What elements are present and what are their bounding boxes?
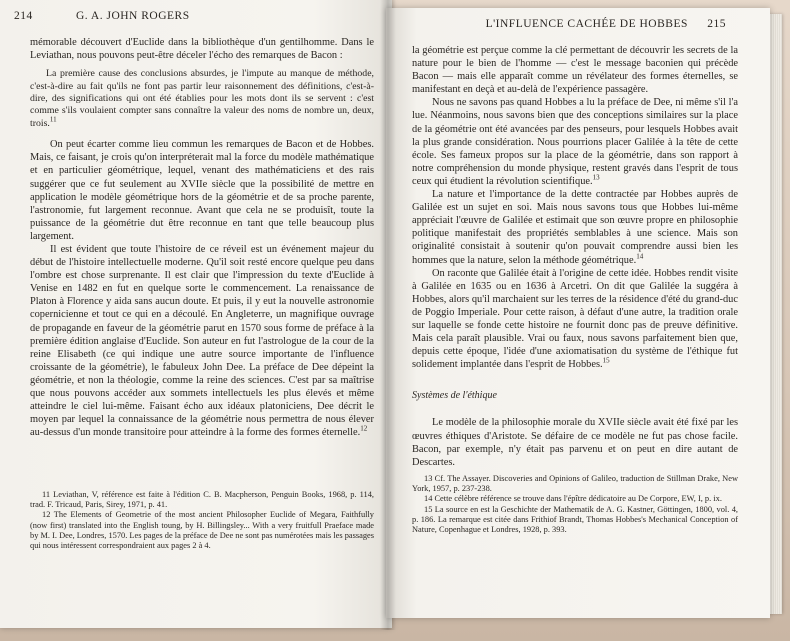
block-quote: La première cause des conclusions absurdes, je l'impute au manque de méthode, c'est-à-dire au fait qu'ils ne font pas partir leur raisonnement des définitions, c'est-à-dire, des significations qui ont été établies pour les mots dont ils se servent : c'est comme s'ils voulaient compter sans connaître la valeur des noms de nombre un, deux, trois.$^{11}$ [30,68,374,129]
footnote: 13 Cf. The Assayer. Discoveries and Opinions of Galileo, traduction de Stillman Drake, New York, 1957, p. 237-238. [412,474,738,494]
footnote: 14 Cette célèbre référence se trouve dans l'épître dédicatoire au De Corpore, EW, I, p. ix. [424,494,722,504]
left-page [0,0,392,628]
paragraph: On raconte que Galilée était à l'origine de cette idée. Hobbes rendit visite à Galilée en 1635 ou en 1636 à Arcetri. On dit que Galilée la suggéra à Hobbes, alors qu'il marchaient sur les terres de la résidence d'été du grand-duc de Poggio Imperiale. Pour cette raison, à défaut d'une autre, la tradition orale sur laquelle se fonde cette histoire ne fournit donc pas de preuve définitive. Mais cela paraît plausible. Vrai ou faux, nous savons parfaitement bien que, depuis cette époque, l'idée d'une axiomatisation du système de l'éthique fut solidement implantée dans l'esprit de Hobbes.$^{15}$ [412,267,738,371]
left-body-text [30,36,374,439]
note-ref: 12 [360,424,368,433]
paragraph: La nature et l'importance de la dette contractée par Hobbes auprès de Galilée est un sujet en soi. Mais nous savons tous que Hobbes lui-même appréciait l'œuvre de Galilée et estimait que son œuvre propre en philosophie politique manifestait des propriétés semblables à une science. Mais son originalité consistait à soutenir qu'on pouvait comprendre aussi bien les hommes que la nature, selon la méthode géométrique.$^{14}$ [412,189,738,266]
note-ref: 15 [602,356,610,365]
paragraph: Le modèle de la philosophie morale du XVIIe siècle avait été fixé par les œuvres éthiques d'Aristote. Se défaire de ce modèle ne fut pas chose facile. Bacon, par exemple, n'y était pas parvenu et on peut en dire autant de Descartes. [412,417,738,468]
left-footnotes [30,490,374,551]
right-running-head [406,18,726,30]
note-ref: 13 [592,173,600,182]
book-gutter [380,0,396,630]
page-edges [768,14,782,614]
left-author-header: G. A. JOHN ROGERS [76,10,190,22]
paragraph: la géométrie est perçue comme la clé permettant de découvrir les secrets de la nature pour le bien de l'homme — c'est le message baconien qui précède Bacon — mais elle apparaît comme un révélateur des formes éternelles, se manifestant en deçà et au-delà de l'expérience passagère. [412,45,738,96]
paragraph: Il est évident que toute l'histoire de ce réveil est un événement majeur du début de l'histoire intellectuelle moderne. Qu'il soit resté encore quelque peu dans l'ombre est chose surprenante. Il est clair que l'impression du texte d'Euclide à Venise en 1482 en fut en quelque sorte le commencement. La renaissance de Platon à Florence y aida sans aucun doute. Et puis, il y eut la nouvelle astronomie copernicienne et tout ce qui en a découlé. En Angleterre, un magnifique ouvrage de propagande en faveur de la géométrie parut en 1570 sous forme de préface à la première édition anglaise d'Euclide. Son auteur en fut l'astrologue de la cour de la reine Elisabeth (ce qui indique une autre source importante de l'influence croissante de la géométrie), le fabuleux John Dee. La préface de Dee dépeint la géométrie, et non la théologie, comme la reine des sciences. C'est par sa maîtrise que nous pouvons accéder aux sommets intellectuels les plus élevés et même atteindre le ciel lui-même. Faisant écho aux idéaux platoniciens, Dee décrit le moyen par lequel la connaissance de la géométrie nous permettra de nous élever au-dessus d'un monde transitoire pour atteindre à la forme des formes éternelle.$^{12}$ [30,243,374,439]
right-body-text [412,44,738,469]
paragraph: mémorable découvert d'Euclide dans la bibliothèque d'un gentilhomme. Dans le Leviathan, nous pouvons peut-être déceler l'écho des remarques de Bacon : [30,37,374,62]
note-ref: 14 [636,252,644,261]
note-ref: 11 [49,115,57,124]
section-title: Systèmes de l'éthique [412,390,497,402]
right-title-header: L'INFLUENCE CACHÉE DE HOBBES [485,18,688,30]
footnote: 12 The Elements of Geometrie of the most ancient Philosopher Euclide of Megara, Faithfully (now first) translated into the English toung, by H. Billingsley... With a very fruitfull Praeface made by M. I. Dee, Londres, 1570. Les pages de la préface de Dee ne sont pas numérotées mais les passages qui nous intéressent correspondraient aux pages 2 à 4. [30,510,374,551]
footnote: 11 Leviathan, V, référence est faite à l'édition C. B. Macpherson, Penguin Books, 1968, p. 114, trad. F. Tricaud, Paris, Sirey, 1971, p. 41. [30,490,374,510]
right-page [386,8,770,618]
paragraph: Nous ne savons pas quand Hobbes a lu la préface de Dee, ni même s'il l'a lue. Néanmoins, nous savons bien que des conceptions similaires sur la place de la géométrie ont été avancées par des penseurs, pour lesquels Hobbes avait la plus grande considération. Nous pourrions placer Galilée à la tête de cette école. Ses fameux propos sur la place de la géométrie, dans son rapport à notre compréhension du monde physique, restent gravés dans l'esprit de tous ceux qui étudient la révolution scientifique.$^{13}$ [412,97,738,187]
right-page-number: 215 [707,18,726,30]
paragraph: On peut écarter comme lieu commun les remarques de Bacon et de Hobbes. Mais, ce faisant, je crois qu'on interpréterait mal la force du modèle mathématique et en particulier géométrique, lequel, venant des mathématiciens et des rais suggérer que ce fut seulement au XVIIe siècle que la possibilité de mettre en application le modèle géométrique hors de la géométrie et de sa proche parente, l'astronomie, fut largement reconnue. Avant que cela ne se produisît, toute la puissance de la géométrie dut être reconnue en tant que telle beaucoup plus largement. [30,139,374,242]
left-page-number: 214 [14,10,33,22]
footnote: 15 La source en est la Geschichte der Mathematik de A. G. Kastner, Göttingen, 1800, vol. 4, p. 186. La remarque est citée dans Frithiof Brandt, Thomas Hobbes's Mechanical Conception of Nature, Copenhague et Londres, 1928, p. 393. [412,504,738,535]
right-footnotes [412,474,738,535]
